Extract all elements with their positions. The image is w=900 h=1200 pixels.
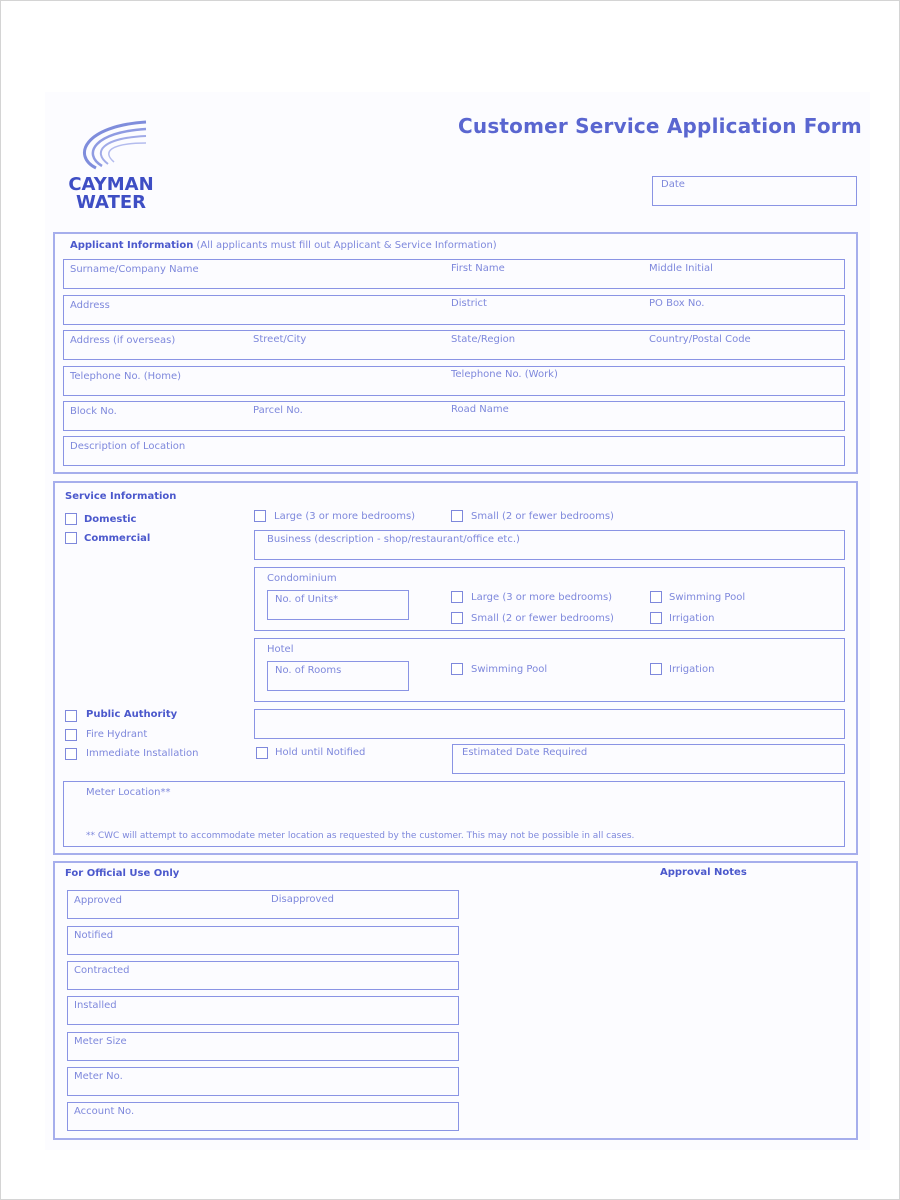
telephone-home-label: Telephone No. (Home) bbox=[70, 371, 182, 382]
applicant-heading-row bbox=[70, 240, 497, 252]
domestic-label: Domestic bbox=[84, 514, 137, 525]
hotel-pool-label: Swimming Pool bbox=[471, 664, 548, 675]
approval-notes-label: Approval Notes bbox=[660, 867, 747, 878]
hold-until-notified-checkbox[interactable] bbox=[256, 747, 268, 759]
country-postal-label: Country/Postal Code bbox=[649, 334, 751, 345]
district-label: District bbox=[451, 298, 487, 309]
condo-large-label: Large (3 or more bedrooms) bbox=[471, 592, 613, 603]
installed-label: Installed bbox=[74, 1000, 117, 1011]
condo-pool-label: Swimming Pool bbox=[669, 592, 746, 603]
installed-field[interactable] bbox=[67, 996, 459, 1025]
meter-size-label: Meter Size bbox=[74, 1036, 127, 1047]
address-label: Address bbox=[70, 300, 110, 311]
public-authority-label: Public Authority bbox=[86, 709, 178, 720]
condo-pool-checkbox[interactable] bbox=[650, 591, 662, 603]
meter-location-label: Meter Location** bbox=[86, 787, 171, 798]
meter-no-label: Meter No. bbox=[74, 1071, 123, 1082]
block-no-label: Block No. bbox=[70, 406, 117, 417]
meter-location-note: ** CWC will attempt to accommodate meter location as requested by the customer. This may not be possible in all cases. bbox=[86, 831, 635, 841]
condo-small-checkbox[interactable] bbox=[451, 612, 463, 624]
hold-until-notified-label: Hold until Notified bbox=[275, 747, 366, 758]
applicant-note: (All applicants must fill out Applicant & Service Information) bbox=[196, 240, 497, 251]
approved-field[interactable] bbox=[67, 890, 459, 919]
description-location-label: Description of Location bbox=[70, 441, 186, 452]
contracted-label: Contracted bbox=[74, 965, 130, 976]
account-no-label: Account No. bbox=[74, 1106, 135, 1117]
commercial-checkbox[interactable] bbox=[65, 532, 77, 544]
meter-no-field[interactable] bbox=[67, 1067, 459, 1096]
no-of-rooms-label: No. of Rooms bbox=[275, 665, 342, 676]
telephone-work-label: Telephone No. (Work) bbox=[451, 369, 558, 380]
small-bedrooms-checkbox[interactable] bbox=[451, 510, 463, 522]
hotel-pool-checkbox[interactable] bbox=[451, 663, 463, 675]
service-heading: Service Information bbox=[65, 491, 177, 502]
condo-large-checkbox[interactable] bbox=[451, 591, 463, 603]
condo-irrigation-label: Irrigation bbox=[669, 613, 715, 624]
public-authority-field[interactable] bbox=[254, 709, 845, 739]
official-use-heading: For Official Use Only bbox=[65, 868, 180, 879]
estimated-date-label: Estimated Date Required bbox=[462, 747, 588, 758]
small-bedrooms-label: Small (2 or fewer bedrooms) bbox=[471, 511, 614, 522]
page-title: Customer Service Application Form bbox=[458, 114, 862, 138]
fire-hydrant-label: Fire Hydrant bbox=[86, 729, 148, 740]
notified-field[interactable] bbox=[67, 926, 459, 955]
street-city-label: Street/City bbox=[253, 334, 307, 345]
brand-line-1: CAYMAN bbox=[68, 174, 154, 195]
immediate-installation-checkbox[interactable] bbox=[65, 748, 77, 760]
hotel-label: Hotel bbox=[267, 644, 294, 655]
no-of-units-label: No. of Units* bbox=[275, 594, 339, 605]
notified-label: Notified bbox=[74, 930, 114, 941]
disapproved-label: Disapproved bbox=[271, 894, 334, 905]
brand-line-2: WATER bbox=[75, 192, 146, 213]
large-bedrooms-checkbox[interactable] bbox=[254, 510, 266, 522]
state-region-label: State/Region bbox=[451, 334, 516, 345]
approved-label: Approved bbox=[74, 895, 122, 906]
applicant-heading: Applicant Information bbox=[70, 240, 194, 251]
fire-hydrant-checkbox[interactable] bbox=[65, 729, 77, 741]
surname-label: Surname/Company Name bbox=[70, 264, 199, 275]
cayman-water-logo-icon bbox=[66, 116, 156, 176]
first-name-label: First Name bbox=[451, 263, 505, 274]
condo-irrigation-checkbox[interactable] bbox=[650, 612, 662, 624]
date-label: Date bbox=[661, 179, 685, 190]
large-bedrooms-label: Large (3 or more bedrooms) bbox=[274, 511, 416, 522]
commercial-label: Commercial bbox=[84, 533, 151, 544]
condo-small-label: Small (2 or fewer bedrooms) bbox=[471, 613, 614, 624]
parcel-no-label: Parcel No. bbox=[253, 405, 303, 416]
address-overseas-label: Address (if overseas) bbox=[70, 335, 176, 346]
business-description-label: Business (description - shop/restaurant/office etc.) bbox=[267, 534, 520, 545]
road-name-label: Road Name bbox=[451, 404, 509, 415]
public-authority-checkbox[interactable] bbox=[65, 710, 77, 722]
condominium-label: Condominium bbox=[267, 573, 337, 584]
hotel-irrigation-label: Irrigation bbox=[669, 664, 715, 675]
hotel-irrigation-checkbox[interactable] bbox=[650, 663, 662, 675]
middle-initial-label: Middle Initial bbox=[649, 263, 713, 274]
po-box-label: PO Box No. bbox=[649, 298, 705, 309]
domestic-checkbox[interactable] bbox=[65, 513, 77, 525]
immediate-installation-label: Immediate Installation bbox=[86, 748, 199, 759]
brand-name bbox=[60, 176, 162, 212]
